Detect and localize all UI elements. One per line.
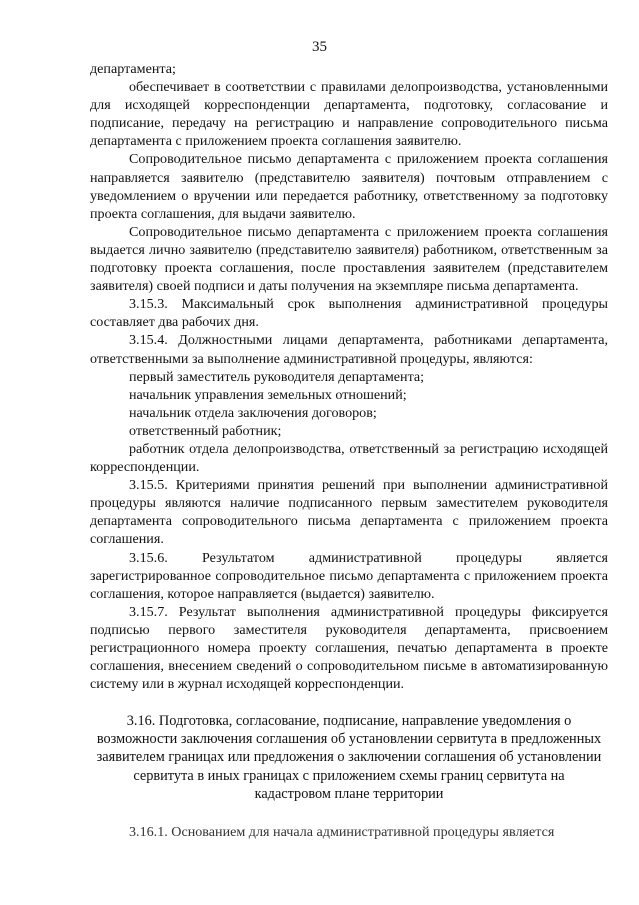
list-item: ответственный работник;	[129, 422, 282, 439]
list-item: первый заместитель руководителя департамента;	[129, 368, 425, 385]
paragraph: обеспечивает в соответствии с правилами делопроизводства, установленными для исходящей корреспонденции департамента, подготовку, согласование и подписание, передачу на регистрацию и направление сопроводительного письма департамента с приложением проекта соглашения заявителю.	[90, 79, 608, 150]
paragraph: 3.15.3. Максимальный срок выполнения административной процедуры составляет два рабочих дня.	[90, 296, 608, 331]
document-body	[90, 60, 608, 841]
paragraph: 3.16.1. Основанием для начала административной процедуры является	[129, 823, 555, 840]
section-heading: 3.16. Подготовка, согласование, подписание, направление уведомления о возможности заключения соглашения об установлении сервитута в предложенных заявителем границах или предложения о заключении соглашения об установлении сервитута в иных границах с приложением схемы границ сервитута на кадастровом плане территории	[96, 713, 602, 802]
paragraph: 3.15.4. Должностными лицами департамента, работниками департамента, ответственными за выполнение административной процедуры, являются:	[90, 332, 608, 367]
list-item: начальник управления земельных отношений;	[129, 386, 407, 403]
paragraph: Сопроводительное письмо департамента с приложением проекта соглашения направляется заявителю (представителю заявителя) почтовым отправлением с уведомлением о вручении или передается работнику, ответственному за подготовку проекта соглашения, для выдачи заявителю.	[90, 151, 608, 222]
paragraph: 3.15.7. Результат выполнения административной процедуры фиксируется подписью первого заместителя руководителя департамента, присвоением регистрационного номера проекту соглашения, печатью департамента в проекте соглашения, внесением сведений о сопроводительном письме в автоматизированную систему или в журнал исходящей корреспонденции.	[90, 603, 608, 693]
paragraph: департамента;	[90, 61, 176, 77]
list-item: работник отдела делопроизводства, ответственный за регистрацию исходящей корреспонденции.	[90, 440, 608, 476]
paragraph: 3.15.5. Критериями принятия решений при выполнении административной процедуры являются наличие подписанного первым заместителем руководителя департамента сопроводительного письма департамента с приложением проекта соглашения.	[90, 477, 608, 548]
page-number: 35	[312, 39, 327, 55]
list-item: начальник отдела заключения договоров;	[129, 404, 377, 421]
paragraph: 3.15.6. Результатом административной процедуры является зарегистрированное сопроводительное письмо департамента с приложением проекта соглашения, которое направляется (выдается) заявителю.	[90, 549, 608, 602]
paragraph: Сопроводительное письмо департамента с приложением проекта соглашения выдается лично заявителю (представителю заявителя) работником, ответственным за подготовку проекта соглашения, после проставления заявителем (представителем заявителя) своей подписи и даты получения на экземпляре письма департамента.	[90, 223, 608, 295]
